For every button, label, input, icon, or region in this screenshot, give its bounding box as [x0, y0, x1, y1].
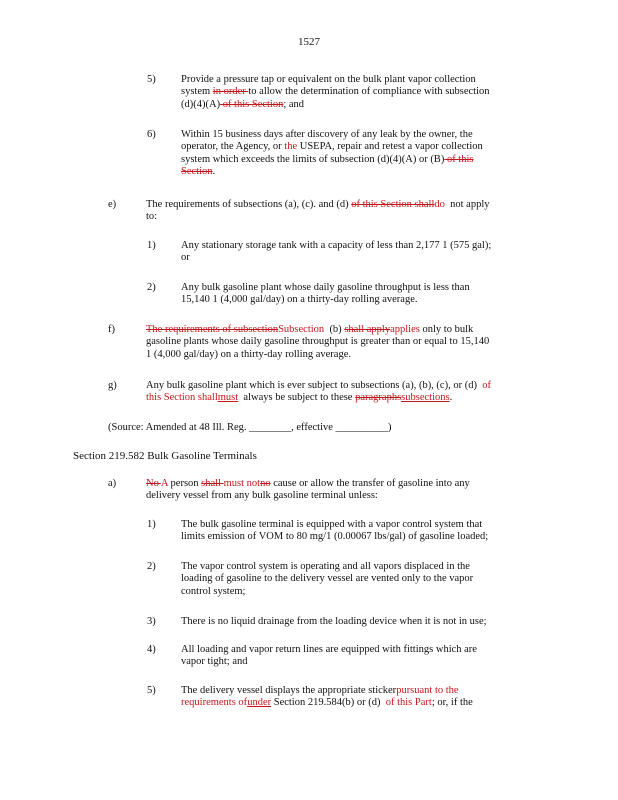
source-note	[108, 422, 392, 434]
para-a-item-4-text	[181, 644, 477, 669]
deleted-text: shall apply	[344, 324, 391, 335]
text-line: gasoline plants whose daily gasoline throughput is greater than or equal to 15,140	[146, 336, 490, 348]
text-run: system	[181, 86, 213, 98]
text-run: The requirements of subsections (a), (c). and (d)	[146, 199, 352, 210]
text-line: All loading and vapor return lines are equipped with fittings which are	[181, 644, 477, 655]
inserted-text: the	[284, 141, 298, 153]
text-line: Any stationary storage tank with a capacity of less than 2,177 1 (575 gal);	[181, 240, 492, 251]
blank-line: __________	[335, 422, 389, 433]
para-e-label: e)	[108, 199, 117, 210]
para-a-item-1-label: 1)	[147, 519, 156, 530]
text-run: ; or, if the	[431, 697, 473, 709]
inserted-text: this Section shall	[146, 392, 218, 404]
deleted-text: no	[260, 478, 271, 489]
text-line: delivery vessel from any bulk gasoline terminal unless:	[146, 490, 378, 502]
inserted-text: must	[223, 478, 245, 489]
para-a-item-5-label: 5)	[147, 685, 156, 696]
para-e-item-1-text	[181, 240, 491, 265]
text-run: only to bulk	[419, 324, 474, 335]
para-e-item-2-text	[181, 282, 470, 307]
text-line: Any bulk gasoline plant whose daily gasoline throughput is less than	[181, 282, 470, 293]
item-6-text	[181, 129, 483, 179]
item-6-label: 6)	[147, 129, 156, 140]
text-line: There is no liquid drainage from the loading device when it is not in use;	[181, 616, 487, 627]
item-5-label: 5)	[147, 74, 156, 85]
text-line: limits emission of VOM to 80 mg/1 (0.00067 lbs/gal) of gasoline loaded;	[181, 531, 489, 543]
blank-line: ________	[249, 422, 292, 433]
para-f-text	[146, 324, 489, 361]
para-a-item-4-label: 4)	[147, 644, 156, 655]
text-line	[181, 141, 483, 153]
inserted-text: under	[247, 697, 272, 709]
para-e-item-1-label: 1)	[147, 240, 156, 251]
deleted-text: of this Section shall	[351, 199, 435, 210]
para-g-text	[146, 380, 491, 405]
text-run: not apply	[444, 199, 490, 210]
text-run: always be subject to these	[238, 392, 356, 404]
text-line: The bulk gasoline terminal is equipped with a vapor control system that	[181, 519, 483, 530]
text-run: person	[167, 478, 202, 489]
text-line	[146, 380, 491, 392]
text-line	[181, 697, 473, 709]
deleted-text: No	[146, 478, 161, 489]
text-line	[146, 392, 491, 404]
text-run: system which exceeds the limits of subsection (d)(4)(A) or (B)	[181, 153, 445, 165]
text-run: (Source: Amended at 48 Ill. Reg.	[108, 422, 250, 433]
text-run: operator, the Agency, or	[181, 141, 285, 153]
text-line	[181, 685, 473, 697]
para-a-item-3-text	[181, 616, 487, 628]
para-e-text	[146, 199, 490, 224]
text-run: , effective	[291, 422, 336, 433]
text-line: control system;	[181, 585, 246, 597]
text-line	[146, 324, 489, 336]
text-line: The vapor control system is operating and all vapors displaced in the	[181, 561, 470, 572]
deleted-text: of this Section	[220, 98, 284, 110]
inserted-text: subsections	[401, 392, 450, 404]
text-line: to:	[146, 211, 158, 223]
inserted-text: of this Part	[385, 697, 432, 709]
text-line	[181, 154, 483, 166]
text-run: (d)(4)(A)	[181, 98, 221, 110]
inserted-text: must	[217, 392, 239, 404]
text-run: (b)	[324, 324, 345, 335]
text-line: Provide a pressure tap or equivalent on the bulk plant vapor collection	[181, 74, 476, 85]
inserted-text: pursuant to the	[396, 685, 459, 696]
text-run: ; and	[283, 98, 305, 110]
text-run: Any bulk gasoline plant which is ever subject to subsections (a), (b), (c), or (d)	[146, 380, 483, 391]
text-run: The delivery vessel displays the appropriate sticker	[181, 685, 397, 696]
text-line	[181, 99, 490, 111]
text-line	[146, 478, 470, 490]
para-f-label: f)	[108, 324, 115, 335]
text-run: )	[388, 422, 392, 433]
text-line	[146, 199, 490, 211]
text-line: loading of gasoline to the delivery vessel are vented only to the vapor	[181, 573, 474, 585]
inserted-text: requirements of	[181, 697, 248, 709]
inserted-text: A	[160, 478, 168, 489]
deleted-text: in order	[212, 86, 249, 98]
para-a-item-5-text	[181, 685, 473, 710]
text-line: 1 (4,000 gal/day) on a thirty-day rolling average.	[146, 348, 351, 360]
text-run: cause or allow the transfer of gasoline into any	[270, 478, 470, 489]
deleted-text: The requirements of subsection	[146, 324, 279, 335]
text-line: or	[181, 252, 190, 264]
para-g-label: g)	[108, 380, 117, 391]
deleted-text: paragraphs	[355, 392, 402, 404]
para-a-text	[146, 478, 470, 503]
text-run: .	[449, 392, 453, 404]
para-a-item-1-text	[181, 519, 488, 544]
inserted-text: not	[244, 478, 261, 489]
para-a-item-3-label: 3)	[147, 616, 156, 627]
inserted-text: Subsection	[278, 324, 325, 335]
para-a-item-2-text	[181, 561, 473, 598]
para-a-item-2-label: 2)	[147, 561, 156, 572]
para-a-label: a)	[108, 478, 117, 489]
item-5-text	[181, 74, 490, 111]
section-heading: Section 219.582 Bulk Gasoline Terminals	[73, 450, 257, 462]
text-line: 15,140 1 (4,000 gal/day) on a thirty-day rolling average.	[181, 294, 418, 306]
inserted-text: applies	[390, 324, 420, 335]
text-line: vapor tight; and	[181, 656, 248, 668]
deleted-text: Section	[181, 166, 213, 178]
deleted-text: of this	[444, 153, 474, 165]
text-line	[181, 166, 483, 178]
text-run: .	[212, 166, 216, 178]
para-e-item-2-label: 2)	[147, 282, 156, 293]
deleted-text: shall	[201, 478, 224, 489]
inserted-text: do	[434, 199, 445, 210]
text-run: Section 219.584(b) or (d)	[271, 697, 386, 709]
text-line	[181, 86, 490, 98]
page-number: 1527	[298, 36, 320, 48]
text-line: Within 15 business days after discovery of any leak by the owner, the	[181, 129, 473, 140]
text-run: to allow the determination of compliance with subsection	[248, 86, 490, 98]
text-run: USEPA, repair and retest a vapor collection	[297, 141, 483, 153]
inserted-text: of	[482, 380, 491, 391]
